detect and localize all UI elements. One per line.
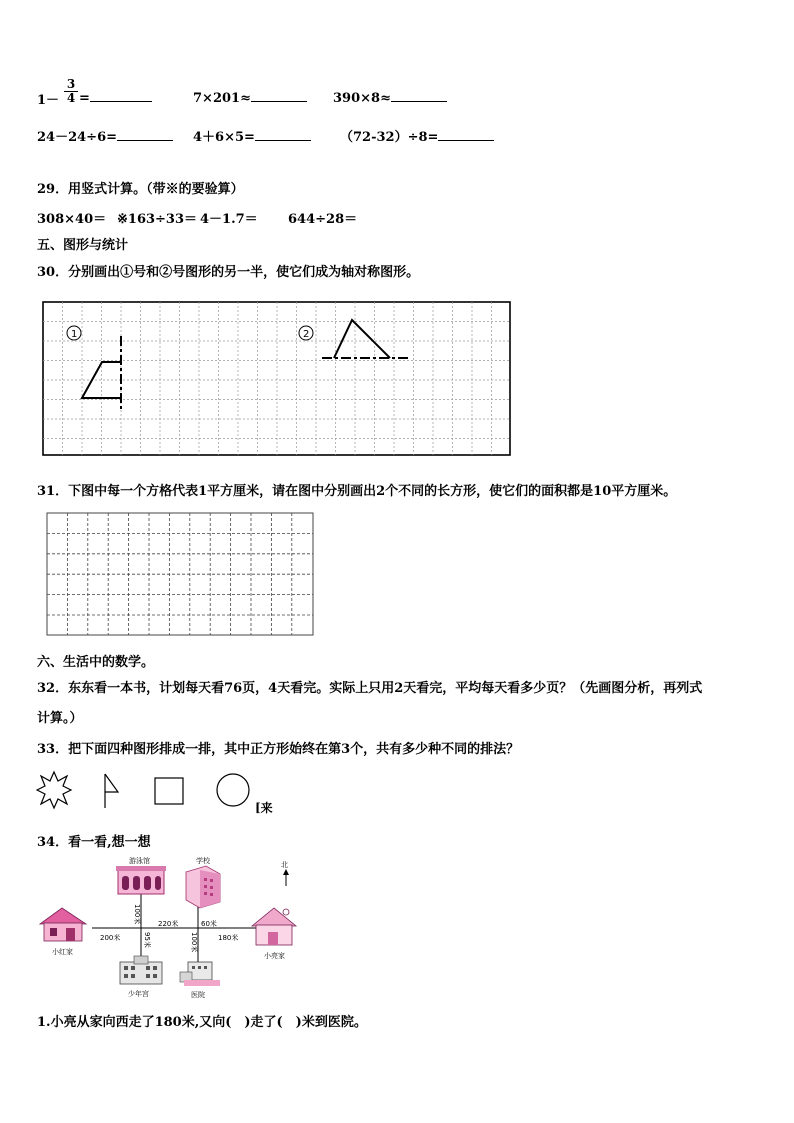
- q34-title: 34．看一看,想一想: [37, 835, 151, 850]
- fraction-denominator: 4: [66, 91, 76, 105]
- q34-map: [30, 852, 330, 1002]
- section-5-heading: 五、图形与统计: [37, 238, 129, 253]
- fraction-numerator: 3: [64, 78, 78, 92]
- answer-blank[interactable]: [438, 128, 494, 141]
- star-shape: [37, 772, 71, 808]
- q34-question: 1.小亮从家向西走了180米,又向( )走了( )米到医院。: [37, 1015, 367, 1030]
- pool-label: 游泳馆: [129, 857, 150, 865]
- arith-r2c3: [340, 126, 494, 145]
- answer-blank[interactable]: [90, 89, 152, 102]
- arith-prefix: 1－: [37, 93, 60, 108]
- stray-mark: [来: [255, 801, 273, 815]
- section-6-heading: 六、生活中的数学。: [37, 655, 155, 670]
- xiaohong-house-icon: [40, 908, 86, 941]
- answer-blank[interactable]: [251, 89, 307, 102]
- half-triangle-shape: [334, 320, 390, 358]
- label-2-number: 2: [303, 329, 310, 340]
- dashed-grid: [47, 513, 313, 635]
- arith-r2c2: [193, 126, 311, 145]
- school-label: 学校: [196, 857, 210, 865]
- q33-title: 33．把下面四种图形排成一排，其中正方形始终在第3个，共有多少种不同的排法？: [37, 742, 520, 757]
- q32-line1: 32．东东看一本书，计划每天看76页，4天看完。实际上只用2天看完，平均每天看多少页？（先画图分析，再列式: [37, 681, 703, 696]
- arith-r2c1: [37, 126, 173, 145]
- q31-title: 31．下图中每一个方格代表1平方厘米，请在图中分别画出2个不同的长方形，使它们的面积都是10平方厘米。: [37, 484, 677, 499]
- answer-blank[interactable]: [117, 128, 173, 141]
- fraction: [64, 78, 78, 105]
- distance-200: 200米: [100, 934, 121, 942]
- dashed-grid: [43, 302, 510, 455]
- q32-line2: 计算。）: [37, 711, 83, 726]
- distance-100-south: 100米: [190, 932, 198, 953]
- q33-shapes: [36, 770, 276, 816]
- distance-220: 220米: [158, 920, 179, 928]
- flag-shape: [105, 774, 118, 808]
- youth-palace-building-icon: [120, 956, 162, 984]
- circle-shape: [217, 774, 249, 806]
- xiaohong-label: 小红家: [52, 948, 73, 956]
- q30-title: 30．分别画出①号和②号图形的另一半，使它们成为轴对称图形。: [37, 265, 420, 280]
- distance-95: 95米: [143, 932, 151, 948]
- q29-item-4: 644÷28＝: [288, 212, 358, 227]
- arith-r1c2: [193, 89, 307, 106]
- answer-blank[interactable]: [255, 128, 311, 141]
- distance-100-north: 100米: [133, 904, 141, 925]
- q29-item-2: ※163÷33＝: [117, 212, 198, 227]
- expr-text: 390×8≈: [333, 91, 391, 106]
- distance-60: 60米: [201, 920, 217, 928]
- pool-building-icon: [116, 866, 166, 894]
- square-shape: [155, 778, 183, 804]
- distance-180: 180米: [218, 934, 239, 942]
- expr-text: 7×201≈: [193, 91, 251, 106]
- q31-grid-figure[interactable]: [46, 512, 316, 638]
- grid-border: [43, 302, 510, 455]
- q29-title: 29．用竖式计算。（带※的要验算）: [37, 182, 244, 197]
- arith-r1c1-answer: [79, 89, 152, 106]
- expr-text: 4＋6×5=: [193, 130, 255, 145]
- q29-item-1: 308×40＝: [37, 212, 107, 227]
- expr-text: 24－24÷6=: [37, 130, 118, 145]
- youth-palace-label: 少年宫: [128, 990, 149, 998]
- q30-grid-figure[interactable]: [42, 300, 512, 458]
- equals-sign: =: [79, 91, 90, 106]
- xiaoliang-house-icon: [252, 908, 296, 945]
- hospital-building-icon: [180, 962, 220, 986]
- expr-text: （72-32）÷8=: [340, 130, 439, 145]
- arith-r1c1: [37, 89, 59, 108]
- xiaoliang-label: 小亮家: [264, 952, 285, 960]
- hospital-label: 医院: [191, 991, 205, 999]
- answer-blank[interactable]: [391, 89, 447, 102]
- north-label: 北: [281, 861, 288, 869]
- school-building-icon: [186, 866, 220, 908]
- arith-r1c3: [333, 89, 447, 106]
- q29-item-3: 4－1.7＝: [200, 212, 258, 227]
- label-1-number: 1: [71, 329, 78, 340]
